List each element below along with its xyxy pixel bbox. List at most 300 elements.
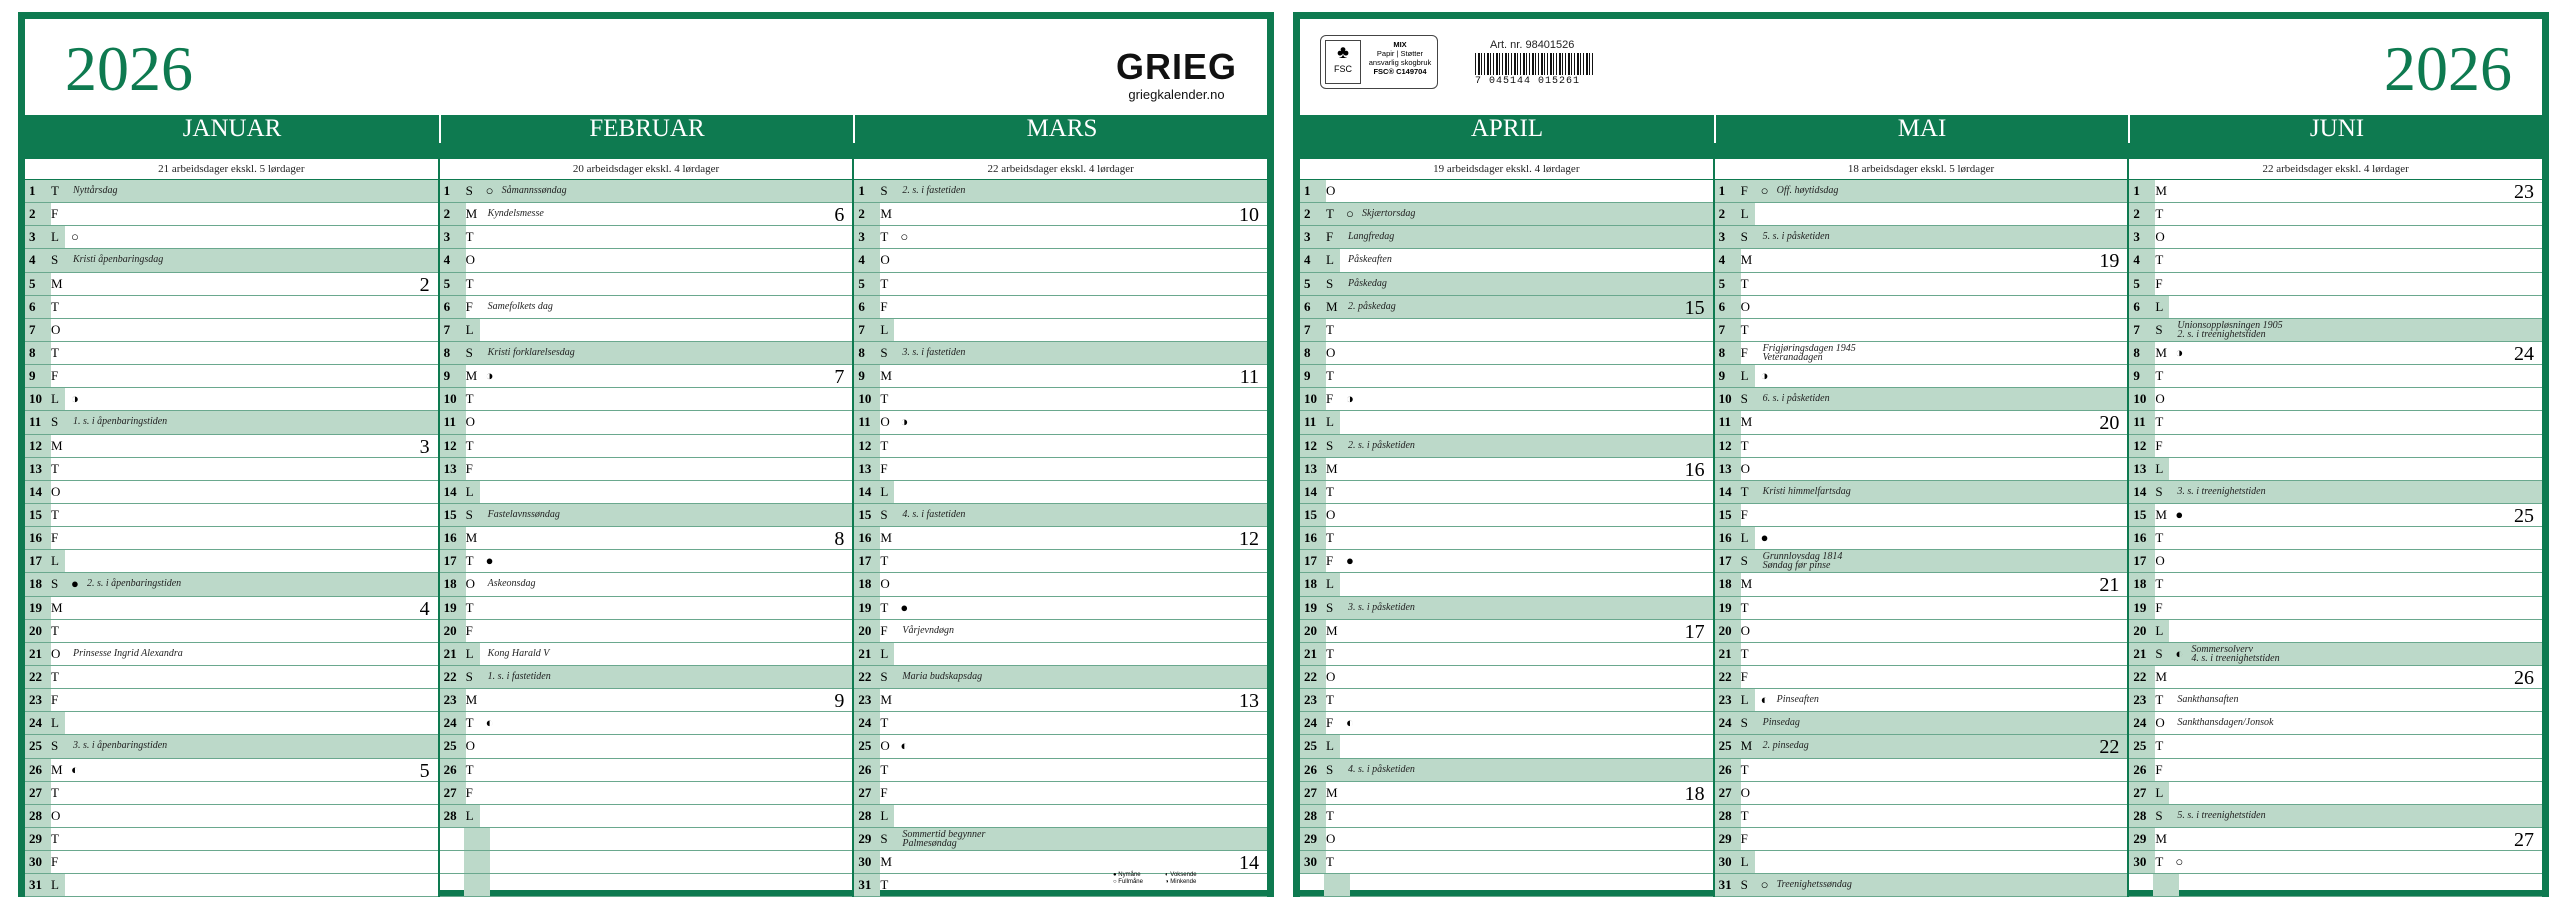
day-number: 9 xyxy=(443,368,451,384)
day-row[interactable] xyxy=(854,782,1267,805)
weekday-letter: L xyxy=(880,645,889,661)
day-row[interactable] xyxy=(2129,249,2542,272)
day-note xyxy=(1763,735,1809,757)
empty-day-background xyxy=(2153,874,2179,896)
weekday-letter: L xyxy=(2155,784,2164,800)
day-row[interactable] xyxy=(25,481,438,504)
day-row[interactable] xyxy=(25,249,438,272)
day-row[interactable] xyxy=(854,458,1267,481)
weekday-letter: L xyxy=(1326,252,1334,268)
weekday-letter: L xyxy=(1740,692,1749,708)
weekday-letter: T xyxy=(1326,530,1334,546)
day-number: 10 xyxy=(29,391,42,407)
day-row[interactable] xyxy=(440,643,853,666)
day-row[interactable] xyxy=(1715,319,2128,342)
day-row[interactable] xyxy=(1300,828,1713,851)
weekday-letter: T xyxy=(2155,854,2164,870)
day-row[interactable] xyxy=(854,666,1267,689)
day-note xyxy=(488,296,553,318)
day-row[interactable] xyxy=(2129,620,2542,643)
day-row[interactable] xyxy=(2129,273,2542,296)
day-note xyxy=(1763,552,1843,570)
workdays-note: 21 arbeidsdager ekskl. 5 lørdager xyxy=(25,159,438,180)
day-row[interactable] xyxy=(1300,666,1713,689)
day-row[interactable] xyxy=(1715,805,2128,828)
weekday-letter: M xyxy=(2155,344,2167,360)
day-row[interactable] xyxy=(2129,411,2542,434)
day-row[interactable] xyxy=(854,411,1267,434)
day-row[interactable] xyxy=(2129,550,2542,573)
day-row[interactable] xyxy=(440,365,853,388)
day-number: 16 xyxy=(2133,530,2147,546)
month-column xyxy=(2127,143,2542,897)
day-note xyxy=(488,203,544,225)
day-row[interactable] xyxy=(854,504,1267,527)
day-row[interactable] xyxy=(1715,550,2128,573)
day-number: 20 xyxy=(1304,622,1317,638)
day-row[interactable] xyxy=(25,342,438,365)
day-row[interactable] xyxy=(854,481,1267,504)
day-row[interactable] xyxy=(2129,296,2542,319)
day-row[interactable] xyxy=(1715,365,2128,388)
moon-phase-icon: ○ xyxy=(2175,854,2184,870)
day-number: 21 xyxy=(2133,645,2147,661)
day-row[interactable] xyxy=(25,573,438,596)
day-row[interactable] xyxy=(25,666,438,689)
day-note xyxy=(502,180,567,202)
weekday-letter: T xyxy=(1326,807,1334,823)
day-row[interactable] xyxy=(1300,203,1713,226)
day-row[interactable] xyxy=(1715,435,2128,458)
day-row[interactable] xyxy=(1715,782,2128,805)
weekday-letter: F xyxy=(465,298,473,314)
day-row[interactable] xyxy=(1715,203,2128,226)
day-row[interactable] xyxy=(440,481,853,504)
day-row[interactable] xyxy=(2129,782,2542,805)
day-number: 14 xyxy=(29,483,42,499)
month-name: JANUAR xyxy=(182,115,282,142)
weekday-letter: O xyxy=(51,807,61,823)
day-note xyxy=(1777,689,1819,711)
day-note xyxy=(2177,805,2265,827)
day-row[interactable] xyxy=(440,735,853,758)
day-row[interactable] xyxy=(854,805,1267,828)
weekday-letter: L xyxy=(1326,576,1334,592)
day-number: 25 xyxy=(443,738,457,754)
day-row[interactable] xyxy=(440,273,853,296)
day-row[interactable] xyxy=(25,851,438,874)
day-number: 1 xyxy=(2133,183,2140,198)
day-row[interactable] xyxy=(854,527,1267,550)
empty-day-background xyxy=(464,851,490,873)
day-row[interactable] xyxy=(440,319,853,342)
day-note-line: 6. s. i påsketiden xyxy=(1762,393,1830,405)
day-note-line: 4. s. i fastetiden xyxy=(902,508,966,520)
day-row[interactable] xyxy=(1300,782,1713,805)
week-number: 27 xyxy=(2514,828,2535,851)
day-row[interactable] xyxy=(440,666,853,689)
day-row[interactable] xyxy=(25,597,438,620)
day-row[interactable] xyxy=(854,365,1267,388)
day-row[interactable] xyxy=(1300,296,1713,319)
day-row[interactable] xyxy=(1300,851,1713,874)
day-row[interactable] xyxy=(1300,735,1713,758)
day-row[interactable] xyxy=(440,597,853,620)
day-row[interactable] xyxy=(1715,712,2128,735)
month-column xyxy=(1713,143,2128,897)
weekday-letter: L xyxy=(465,483,474,499)
moon-phase-icon: ◐ xyxy=(71,761,79,777)
day-row[interactable] xyxy=(25,527,438,550)
day-row[interactable] xyxy=(1300,481,1713,504)
day-row[interactable] xyxy=(25,365,438,388)
day-note xyxy=(1348,273,1387,295)
day-note xyxy=(1763,344,1856,362)
day-row[interactable] xyxy=(25,411,438,434)
day-row[interactable] xyxy=(25,782,438,805)
day-row[interactable] xyxy=(1715,597,2128,620)
weekday-letter: L xyxy=(51,715,59,731)
day-row[interactable] xyxy=(25,458,438,481)
day-row[interactable] xyxy=(2129,319,2542,342)
day-row[interactable] xyxy=(1715,249,2128,272)
weekday-letter: O xyxy=(880,576,890,592)
day-row[interactable] xyxy=(1715,643,2128,666)
weekday-letter: O xyxy=(2155,715,2165,731)
day-note-line: Treenighetssøndag xyxy=(1776,879,1852,891)
day-note xyxy=(73,180,117,202)
day-number: 26 xyxy=(1304,761,1317,777)
day-note xyxy=(488,342,575,364)
day-row[interactable] xyxy=(1300,620,1713,643)
empty-day-background xyxy=(464,828,490,850)
weekday-letter: M xyxy=(1326,460,1338,476)
day-number: 6 xyxy=(1304,298,1311,314)
day-note-line: Fastelavnssøndag xyxy=(487,508,560,520)
day-row[interactable] xyxy=(854,712,1267,735)
day-row[interactable] xyxy=(1300,435,1713,458)
day-row[interactable] xyxy=(25,296,438,319)
weekday-letter: S xyxy=(880,344,888,360)
week-number: 13 xyxy=(1239,690,1260,713)
weekday-letter: S xyxy=(1326,275,1334,291)
day-row[interactable] xyxy=(854,735,1267,758)
day-row[interactable] xyxy=(1715,226,2128,249)
day-row[interactable] xyxy=(25,226,438,249)
day-row[interactable] xyxy=(854,249,1267,272)
day-note-line: 3. s. i fastetiden xyxy=(902,346,966,358)
day-row[interactable] xyxy=(1300,527,1713,550)
day-row[interactable] xyxy=(854,273,1267,296)
day-row[interactable] xyxy=(440,411,853,434)
day-row[interactable] xyxy=(25,180,438,203)
day-row[interactable] xyxy=(25,735,438,758)
week-number: 15 xyxy=(1684,296,1705,319)
day-row[interactable] xyxy=(1715,527,2128,550)
day-number: 31 xyxy=(1718,877,1732,893)
day-row[interactable] xyxy=(25,643,438,666)
moon-phase-icon: ◐ xyxy=(900,738,909,754)
weekday-letter: T xyxy=(880,229,889,245)
day-number: 14 xyxy=(1718,483,1732,499)
day-row[interactable] xyxy=(2129,203,2542,226)
day-row[interactable] xyxy=(854,828,1267,851)
day-row[interactable] xyxy=(1715,759,2128,782)
day-row[interactable] xyxy=(854,620,1267,643)
day-row[interactable] xyxy=(440,388,853,411)
weekday-letter: O xyxy=(465,414,476,430)
day-row[interactable] xyxy=(2129,226,2542,249)
weekday-letter: M xyxy=(51,761,63,777)
day-row[interactable] xyxy=(440,296,853,319)
day-row[interactable] xyxy=(25,388,438,411)
day-number: 25 xyxy=(1718,738,1732,754)
weekday-letter: T xyxy=(2155,576,2164,592)
day-number: 31 xyxy=(29,877,42,893)
day-row[interactable] xyxy=(1300,249,1713,272)
day-row[interactable] xyxy=(1300,180,1713,203)
day-row[interactable] xyxy=(25,550,438,573)
day-row[interactable] xyxy=(1715,851,2128,874)
day-number: 21 xyxy=(1304,645,1317,661)
day-row[interactable] xyxy=(1300,689,1713,712)
day-row[interactable] xyxy=(2129,643,2542,666)
weekday-letter: M xyxy=(1740,576,1753,592)
day-row[interactable] xyxy=(1715,666,2128,689)
day-number: 13 xyxy=(443,460,457,476)
day-row[interactable] xyxy=(2129,180,2542,203)
day-row[interactable] xyxy=(1300,319,1713,342)
day-note xyxy=(488,666,551,688)
day-row[interactable] xyxy=(1715,573,2128,596)
day-row[interactable] xyxy=(1715,273,2128,296)
workdays-note: 22 arbeidsdager ekskl. 4 lørdager xyxy=(854,159,1267,180)
day-row[interactable] xyxy=(440,249,853,272)
day-row[interactable] xyxy=(854,180,1267,203)
day-row[interactable] xyxy=(440,805,853,828)
day-row[interactable] xyxy=(854,226,1267,249)
day-row[interactable] xyxy=(2129,805,2542,828)
day-row[interactable] xyxy=(854,550,1267,573)
barcode-bars xyxy=(1475,53,1595,75)
day-row[interactable] xyxy=(25,759,438,782)
weekday-letter: T xyxy=(465,275,474,291)
moon-phase-icon: ○ xyxy=(1346,206,1354,222)
day-row[interactable] xyxy=(1300,365,1713,388)
day-row[interactable] xyxy=(25,689,438,712)
day-row[interactable] xyxy=(25,620,438,643)
day-row[interactable] xyxy=(1715,411,2128,434)
day-row[interactable] xyxy=(1715,458,2128,481)
day-row[interactable] xyxy=(1300,805,1713,828)
day-number: 24 xyxy=(1718,715,1732,731)
day-row[interactable] xyxy=(25,504,438,527)
day-number: 19 xyxy=(443,599,457,615)
day-row[interactable] xyxy=(1715,689,2128,712)
day-row[interactable] xyxy=(1300,597,1713,620)
day-note-line: Palmesøndag xyxy=(902,837,957,849)
day-row[interactable] xyxy=(854,573,1267,596)
day-row[interactable] xyxy=(854,203,1267,226)
day-number: 10 xyxy=(858,391,872,407)
day-number: 28 xyxy=(1718,807,1732,823)
day-row[interactable] xyxy=(440,759,853,782)
day-row[interactable] xyxy=(25,805,438,828)
day-row[interactable] xyxy=(440,550,853,573)
day-row[interactable] xyxy=(440,573,853,596)
day-row[interactable] xyxy=(2129,597,2542,620)
day-row[interactable] xyxy=(1715,296,2128,319)
day-number: 22 xyxy=(1718,668,1732,684)
brand-logo xyxy=(1115,46,1237,102)
day-row[interactable] xyxy=(854,319,1267,342)
weekday-letter: L xyxy=(1740,530,1749,546)
weekday-letter: S xyxy=(1740,391,1748,407)
day-row[interactable] xyxy=(1715,620,2128,643)
day-row[interactable] xyxy=(440,226,853,249)
day-row[interactable] xyxy=(854,597,1267,620)
day-number: 27 xyxy=(2133,784,2147,800)
day-row[interactable] xyxy=(1300,759,1713,782)
day-row[interactable] xyxy=(1715,342,2128,365)
day-row[interactable] xyxy=(854,643,1267,666)
day-number: 7 xyxy=(1304,321,1311,337)
day-row[interactable] xyxy=(440,712,853,735)
day-row[interactable] xyxy=(2129,735,2542,758)
weekday-letter: T xyxy=(880,761,889,777)
weekday-letter: O xyxy=(880,252,890,268)
day-row[interactable] xyxy=(2129,666,2542,689)
day-row[interactable] xyxy=(2129,573,2542,596)
weekday-letter: O xyxy=(51,321,61,337)
day-row[interactable] xyxy=(25,828,438,851)
day-row[interactable] xyxy=(1300,411,1713,434)
day-note-line: 3. s. i treenighetstiden xyxy=(2177,485,2266,497)
day-number: 9 xyxy=(2133,368,2140,384)
day-number: 27 xyxy=(443,784,457,800)
day-number: 21 xyxy=(1718,645,1732,661)
day-row[interactable] xyxy=(1300,573,1713,596)
day-note-line: Veteranadagen xyxy=(1762,351,1823,363)
day-note-line: 2. påskedag xyxy=(1348,300,1396,312)
weekday-letter: O xyxy=(2155,391,2165,407)
day-number: 19 xyxy=(29,599,42,615)
day-row[interactable] xyxy=(440,620,853,643)
day-row[interactable] xyxy=(440,689,853,712)
weekday-letter: F xyxy=(465,784,473,800)
day-row[interactable] xyxy=(1300,342,1713,365)
day-row[interactable] xyxy=(1300,388,1713,411)
day-row[interactable] xyxy=(25,435,438,458)
day-row[interactable] xyxy=(854,689,1267,712)
day-row[interactable] xyxy=(440,527,853,550)
day-row[interactable] xyxy=(440,180,853,203)
day-row[interactable] xyxy=(854,388,1267,411)
day-row[interactable] xyxy=(1300,458,1713,481)
weekday-letter: O xyxy=(51,645,61,661)
day-row[interactable] xyxy=(1715,388,2128,411)
day-row[interactable] xyxy=(854,851,1267,874)
day-row[interactable] xyxy=(854,759,1267,782)
weekday-letter: M xyxy=(1326,784,1338,800)
day-row[interactable] xyxy=(2129,435,2542,458)
day-row[interactable] xyxy=(440,435,853,458)
day-number: 17 xyxy=(858,553,872,569)
day-row[interactable] xyxy=(25,203,438,226)
day-number: 3 xyxy=(2133,229,2140,245)
week-number: 26 xyxy=(2514,666,2535,689)
day-row[interactable] xyxy=(25,273,438,296)
day-row[interactable] xyxy=(2129,365,2542,388)
day-row[interactable] xyxy=(1715,874,2128,897)
day-row[interactable] xyxy=(440,782,853,805)
day-row[interactable] xyxy=(1300,273,1713,296)
day-row[interactable] xyxy=(1300,226,1713,249)
day-row[interactable] xyxy=(2129,458,2542,481)
day-row[interactable] xyxy=(1715,504,2128,527)
day-note-line: Kristi himmelfartsdag xyxy=(1762,485,1851,497)
day-number: 28 xyxy=(1304,807,1317,823)
day-row[interactable] xyxy=(440,504,853,527)
day-row[interactable] xyxy=(2129,481,2542,504)
weekday-letter: M xyxy=(465,206,478,222)
day-number: 24 xyxy=(443,715,457,731)
day-row[interactable] xyxy=(2129,342,2542,365)
weekday-letter: T xyxy=(1326,321,1334,337)
day-row[interactable] xyxy=(2129,712,2542,735)
weekday-letter: M xyxy=(1740,252,1753,268)
day-row[interactable] xyxy=(1715,481,2128,504)
day-row[interactable] xyxy=(2129,759,2542,782)
day-row[interactable] xyxy=(1715,735,2128,758)
day-note-line: Påskedag xyxy=(1348,277,1387,289)
day-number: 4 xyxy=(1304,252,1311,268)
day-row[interactable] xyxy=(25,874,438,897)
day-row[interactable] xyxy=(2129,851,2542,874)
day-row[interactable] xyxy=(2129,388,2542,411)
day-row[interactable] xyxy=(25,712,438,735)
weekday-letter: T xyxy=(2155,414,2164,430)
weekday-letter: F xyxy=(51,854,59,870)
moon-phase-icon: ○ xyxy=(1760,183,1769,198)
day-number: 8 xyxy=(29,344,36,360)
weekday-letter: S xyxy=(465,344,473,360)
day-row[interactable] xyxy=(2129,689,2542,712)
day-row[interactable] xyxy=(854,342,1267,365)
empty-day-row xyxy=(2129,874,2542,897)
weekday-letter: S xyxy=(465,668,473,684)
day-row[interactable] xyxy=(2129,828,2542,851)
weekday-letter: M xyxy=(2155,183,2167,198)
day-row[interactable] xyxy=(1300,643,1713,666)
day-row[interactable] xyxy=(1300,550,1713,573)
day-row[interactable] xyxy=(1300,712,1713,735)
day-row[interactable] xyxy=(854,435,1267,458)
day-row[interactable] xyxy=(440,342,853,365)
day-row[interactable] xyxy=(2129,504,2542,527)
day-row[interactable] xyxy=(440,203,853,226)
day-number: 19 xyxy=(1304,599,1317,615)
day-row[interactable] xyxy=(854,296,1267,319)
day-row[interactable] xyxy=(1715,180,2128,203)
week-number: 18 xyxy=(1684,782,1705,805)
day-row[interactable] xyxy=(1715,828,2128,851)
day-row[interactable] xyxy=(440,458,853,481)
day-row[interactable] xyxy=(2129,527,2542,550)
week-number: 24 xyxy=(2514,342,2535,365)
day-row[interactable] xyxy=(25,319,438,342)
day-row[interactable] xyxy=(1300,504,1713,527)
